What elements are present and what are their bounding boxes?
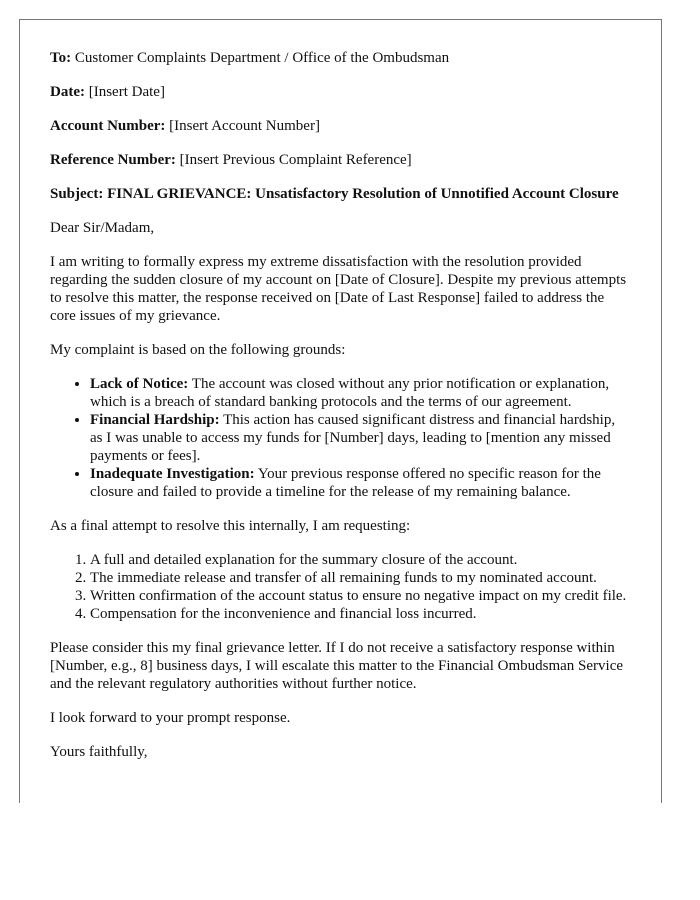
account-number-label: Account Number: (50, 118, 166, 134)
list-item (90, 465, 631, 501)
final-paragraph: Please consider this my final grievance letter. If I do not receive a satisfactory response within [Number, e.g., 8] business days, I will escalate this matter to the Financial Ombudsman Service and the relevant regulatory authorities without further notice. (50, 640, 624, 692)
list-item: 2. The immediate release and transfer of all remaining funds to my nominated account. (90, 569, 631, 587)
grounds-list (50, 375, 631, 501)
list-item: 1. A full and detailed explanation for the summary closure of the account. (90, 551, 631, 569)
ground-title: Financial Hardship: (90, 412, 220, 428)
ground-text: The account was closed without any prior notification or explanation, which is a breach of standard banking protocols and the terms of our agreement. (90, 376, 610, 410)
list-item: 3. Written confirmation of the account status to ensure no negative impact on my credit file. (90, 587, 631, 605)
requests-intro: As a final attempt to resolve this internally, I am requesting: (50, 518, 411, 534)
intro-paragraph: I am writing to formally express my extreme dissatisfaction with the resolution provided regarding the sudden closure of my account on [Date of Closure]. Despite my previous attempts to resolve this matter, the response received on [Date of Last Response] failed to address the core issues of my grievance. (50, 254, 627, 324)
ground-text: This action has caused significant distress and financial hardship, as I was unable to access my funds for [Number] days, leading to [mention any missed payments or fees]. (90, 412, 616, 464)
subject-line: Subject: FINAL GRIEVANCE: Unsatisfactory Resolution of Unnotified Account Closure (50, 186, 619, 202)
salutation: Dear Sir/Madam, (50, 220, 155, 236)
date-value: [Insert Date] (88, 84, 165, 100)
date-label: Date: (50, 84, 85, 100)
signoff: Yours faithfully, (50, 744, 148, 760)
grounds-intro: My complaint is based on the following grounds: (50, 342, 346, 358)
reference-number-line (50, 151, 631, 169)
reference-number-value: [Insert Previous Complaint Reference] (179, 152, 412, 168)
ground-title: Inadequate Investigation: (90, 466, 255, 482)
ground-title: Lack of Notice: (90, 376, 189, 392)
list-item: 4. Compensation for the inconvenience and financial loss incurred. (90, 605, 631, 623)
account-number-value: [Insert Account Number] (169, 118, 320, 134)
closing-line: I look forward to your prompt response. (50, 710, 291, 726)
reference-number-label: Reference Number: (50, 152, 176, 168)
to-label: To: (50, 50, 72, 66)
to-line (50, 49, 631, 67)
list-item (90, 411, 631, 465)
requests-list (50, 551, 631, 623)
date-line (50, 83, 631, 101)
to-value: Customer Complaints Department / Office of the Ombudsman (74, 50, 450, 66)
account-number-line (50, 117, 631, 135)
ground-text: Your previous response offered no specific reason for the closure and failed to provide a timeline for the release of my remaining balance. (90, 466, 601, 500)
list-item (90, 375, 631, 411)
letter-page (19, 19, 662, 803)
